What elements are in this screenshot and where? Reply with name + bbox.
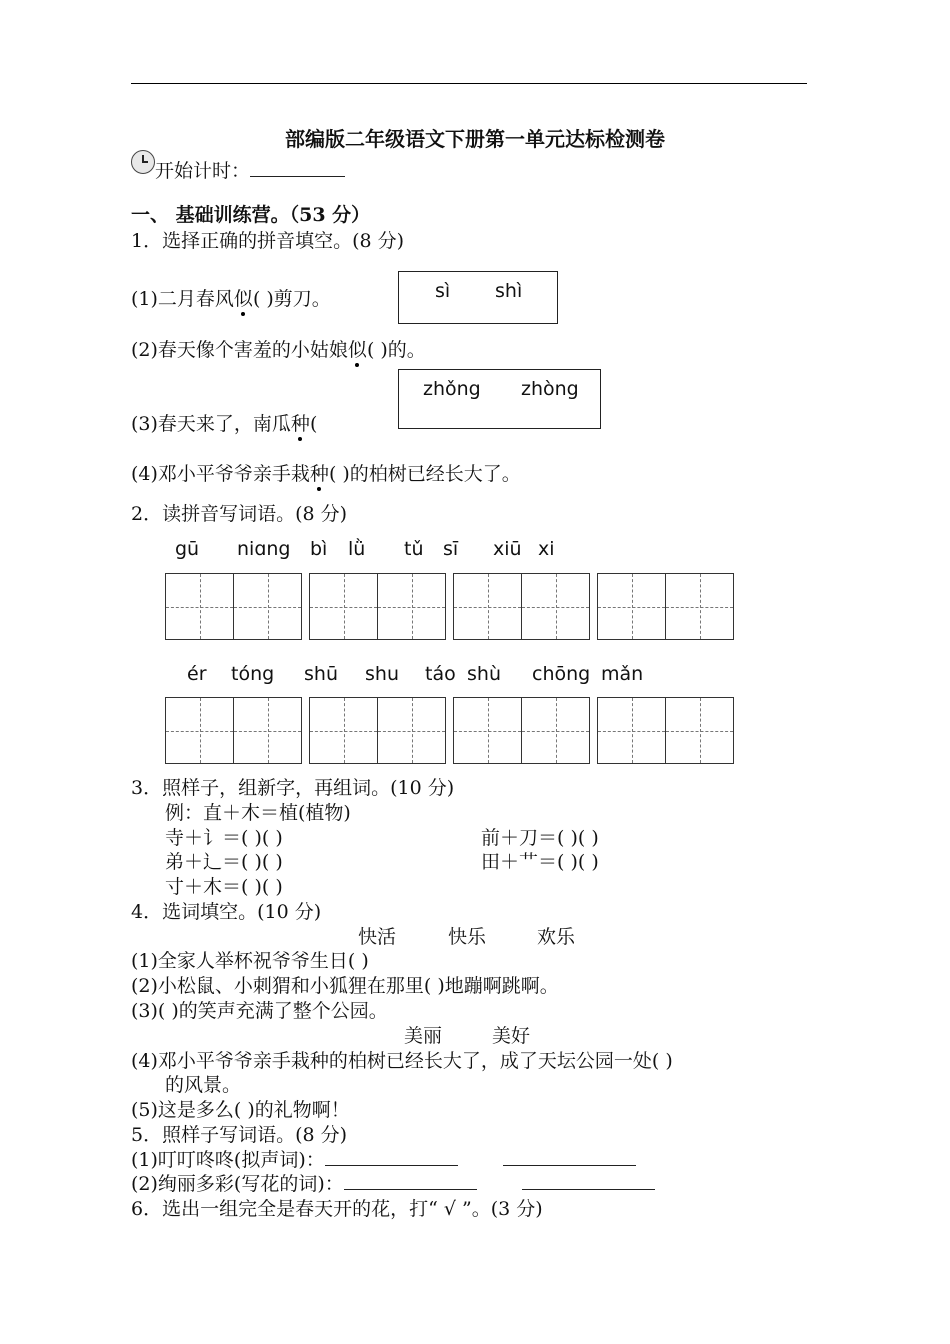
dotted-char: 似 [233, 288, 253, 310]
pinyin-option: zhòng [521, 378, 579, 400]
grid-cell[interactable] [166, 698, 234, 763]
q4-line: (2)小松鼠、小刺猬和小狐狸在那里( )地蹦啊跳啊。 [131, 975, 559, 997]
line-text: (3)春天来了，南瓜 [131, 413, 291, 435]
page-title: 部编版二年级语文下册第一单元达标检测卷 [285, 127, 665, 151]
grid-cell[interactable] [234, 698, 301, 763]
pinyin-box-1 [398, 271, 558, 324]
q4-heading: 4．选词填空。(10 分) [131, 901, 322, 923]
q3-item: 寸＋木＝( )( ) [165, 876, 283, 898]
pinyin-option: zhǒng [423, 378, 481, 400]
word-choice: 快乐 [448, 926, 487, 948]
grid-cell[interactable] [454, 698, 522, 763]
q4-line: (1)全家人举杯祝爷爷生日( ) [131, 950, 369, 972]
pinyin-r1-6: xiū [493, 538, 522, 560]
word-choice: 美好 [492, 1025, 531, 1047]
section-heading: 一、 基础训练营。（53 分） [131, 204, 371, 226]
q1-line-1 [131, 284, 331, 311]
timer-blank[interactable] [250, 176, 345, 177]
grid-cell[interactable] [378, 574, 445, 639]
pinyin-r2-3: shu [365, 663, 399, 685]
dotted-char: 种 [309, 463, 329, 485]
word-choice: 欢乐 [537, 926, 576, 948]
line-text: (1)二月春风 [131, 288, 234, 310]
writing-grid[interactable] [165, 573, 302, 640]
pinyin-option: sì [435, 280, 451, 302]
pinyin-r1-0: gū [175, 538, 200, 560]
pinyin-r1-7: xi [538, 538, 555, 560]
q3-item: 弟＋辶＝( )( ) [165, 851, 283, 873]
writing-grid[interactable] [309, 573, 446, 640]
answer-blank[interactable] [522, 1189, 655, 1190]
pinyin-option: shì [495, 280, 523, 302]
q3-item: 前＋刀＝( )( ) [481, 827, 599, 849]
grid-cell[interactable] [310, 698, 378, 763]
answer-blank[interactable] [325, 1165, 458, 1166]
q5-line-2 [131, 1169, 655, 1196]
word-choice: 美丽 [404, 1025, 443, 1047]
grid-cell[interactable] [598, 698, 666, 763]
pinyin-r2-2: shū [304, 663, 338, 685]
q4-line: (5)这是多么( )的礼物啊！ [131, 1099, 350, 1121]
line-text: ( [309, 413, 318, 435]
q3-example: 例：直＋木＝植(植物) [165, 802, 351, 824]
grid-cell[interactable] [522, 574, 589, 639]
pinyin-r1-4: tǔ [404, 538, 424, 560]
grid-cell[interactable] [310, 574, 378, 639]
answer-blank[interactable] [503, 1165, 636, 1166]
writing-grid[interactable] [597, 697, 734, 764]
timer-label-text: 开始计时： [155, 160, 251, 182]
pinyin-r1-2: bì [310, 538, 328, 560]
q1-line-4 [131, 459, 521, 486]
line-text: ( )剪刀。 [252, 288, 331, 310]
grid-cell[interactable] [666, 698, 733, 763]
pinyin-r2-1: tóng [231, 663, 275, 685]
line-text: (1)叮叮咚咚(拟声词)： [131, 1149, 325, 1171]
top-rule [131, 83, 807, 84]
word-choice: 快活 [358, 926, 397, 948]
grid-cell[interactable] [378, 698, 445, 763]
clock-icon [131, 150, 155, 174]
q4-line: (4)邓小平爷爷亲手栽种的柏树已经长大了，成了天坛公园一处( ) [131, 1050, 673, 1072]
pinyin-r2-0: ér [187, 663, 207, 685]
dotted-char: 种 [290, 413, 310, 435]
writing-grid[interactable] [597, 573, 734, 640]
writing-grid[interactable] [453, 573, 590, 640]
q6-heading: 6．选出一组完全是春天开的花，打“ √ ”。(3 分) [131, 1198, 543, 1220]
pinyin-r1-5: sī [443, 538, 459, 560]
pinyin-r2-4: táo [425, 663, 456, 685]
q5-heading: 5．照样子写词语。(8 分) [131, 1124, 348, 1146]
q1-heading: 1．选择正确的拼音填空。(8 分) [131, 230, 405, 252]
q3-item: 寺＋讠＝( )( ) [165, 827, 283, 849]
pinyin-box-2 [398, 369, 601, 429]
pinyin-r1-3: lǜ [348, 538, 366, 560]
q3-heading: 3．照样子，组新字，再组词。(10 分) [131, 777, 455, 799]
q4-line: (3)( )的笑声充满了整个公园。 [131, 1000, 388, 1022]
line-text: ( )的柏树已经长大了。 [328, 463, 521, 485]
writing-grid[interactable] [165, 697, 302, 764]
line-text: ( )的。 [366, 339, 426, 361]
grid-cell[interactable] [454, 574, 522, 639]
pinyin-r2-5: shù [467, 663, 501, 685]
q2-heading: 2．读拼音写词语。(8 分) [131, 503, 348, 525]
line-text: (4)邓小平爷爷亲手栽 [131, 463, 310, 485]
pinyin-r1-1: niɑng [237, 538, 291, 560]
q1-line-3 [131, 409, 317, 436]
writing-grid[interactable] [309, 697, 446, 764]
q5-line-1 [131, 1145, 636, 1172]
writing-grid[interactable] [453, 697, 590, 764]
grid-cell[interactable] [234, 574, 301, 639]
pinyin-r2-7: mǎn [601, 663, 644, 685]
line-text: (2)春天像个害羞的小姑娘 [131, 339, 348, 361]
pinyin-r2-6: chōng [532, 663, 591, 685]
q3-item: 田＋艹＝( )( ) [481, 851, 599, 873]
answer-blank[interactable] [344, 1189, 477, 1190]
q1-line-2 [131, 335, 426, 362]
line-text: (2)绚丽多彩(写花的词)： [131, 1173, 344, 1195]
timer-label [155, 156, 345, 183]
dotted-char: 似 [347, 339, 367, 361]
grid-cell[interactable] [166, 574, 234, 639]
grid-cell[interactable] [522, 698, 589, 763]
q4-line: 的风景。 [165, 1074, 242, 1096]
grid-cell[interactable] [666, 574, 733, 639]
grid-cell[interactable] [598, 574, 666, 639]
